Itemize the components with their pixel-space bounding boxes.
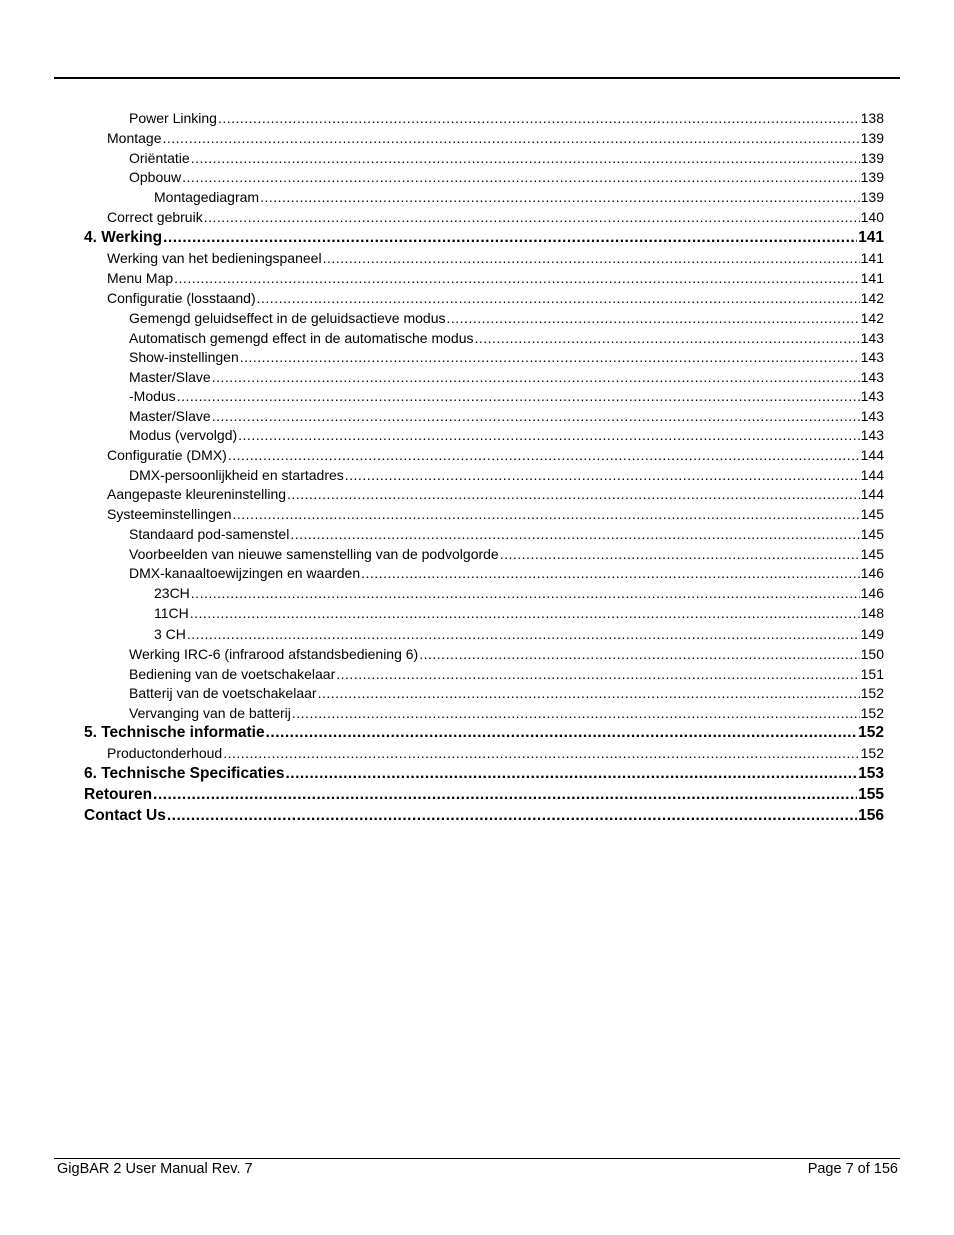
toc-entry-title: Batterij van de voetschakelaar [129, 685, 317, 701]
dot-leader [475, 330, 860, 346]
toc-entry-page: 145 [860, 506, 884, 522]
dot-leader [177, 388, 860, 404]
dot-leader [318, 685, 860, 701]
toc-entry-page: 144 [860, 486, 884, 502]
dot-leader [167, 807, 857, 825]
toc-entry[interactable] [129, 310, 884, 326]
toc-entry[interactable] [129, 150, 884, 166]
toc-entry[interactable] [154, 605, 884, 621]
toc-entry-title: 5. Technische informatie [84, 724, 265, 741]
toc-entry-title: 3 CH [154, 625, 186, 642]
toc-entry-title: Werking IRC-6 (infrarood afstandsbediening 6) [129, 646, 419, 662]
toc-entry-page: 141 [860, 250, 884, 266]
toc-entry[interactable] [84, 724, 884, 742]
dot-leader [257, 290, 860, 306]
toc-entry[interactable] [84, 229, 884, 247]
dot-leader [162, 130, 859, 146]
toc-entry[interactable] [107, 506, 884, 522]
toc-entry[interactable] [129, 427, 884, 443]
toc-entry[interactable] [129, 349, 884, 365]
toc-entry[interactable] [154, 585, 884, 601]
toc-entry[interactable] [129, 369, 884, 385]
dot-leader [500, 546, 860, 562]
toc-entry[interactable] [154, 626, 884, 642]
dot-leader [233, 506, 860, 522]
toc-entry-page: 143 [860, 349, 884, 365]
toc-entry-title: Menu Map [107, 270, 174, 286]
toc-entry-page: 142 [860, 290, 884, 306]
toc-entry-page: 151 [860, 665, 884, 682]
dot-leader [290, 526, 859, 542]
toc-entry-page: 139 [860, 188, 884, 205]
toc-entry-page: 145 [860, 526, 884, 542]
toc-entry[interactable] [129, 388, 884, 404]
dot-leader [191, 585, 860, 601]
dot-leader [287, 486, 860, 502]
toc-entry-title: 4. Werking [84, 229, 163, 246]
toc-entry-page: 146 [860, 565, 884, 581]
dot-leader [266, 724, 858, 742]
toc-entry-title: Werking van het bedieningspaneel [107, 250, 322, 266]
header-rule [54, 77, 900, 79]
toc-entry-page: 142 [860, 310, 884, 326]
dot-leader [260, 189, 860, 205]
toc-entry[interactable] [107, 745, 884, 761]
toc-entry-page: 138 [860, 110, 884, 126]
dot-leader [292, 705, 860, 721]
dot-leader [212, 408, 860, 424]
dot-leader [285, 765, 857, 783]
dot-leader [204, 209, 860, 225]
toc-entry-title: Oriëntatie [129, 149, 190, 166]
footer-page-number: Page 7 of 156 [807, 1161, 898, 1177]
toc-entry[interactable] [129, 685, 884, 701]
toc-entry-page: 139 [860, 169, 884, 185]
toc-entry-title: Montagediagram [154, 188, 260, 205]
toc-entry-title: Master/Slave [129, 407, 211, 424]
toc-entry-title: Bediening van de voetschakelaar [129, 665, 336, 682]
toc-entry-title: Standaard pod-samenstel [129, 526, 290, 542]
toc-entry[interactable] [129, 169, 884, 185]
toc-entry-title: 23CH [154, 584, 190, 601]
toc-entry[interactable] [107, 290, 884, 306]
toc-entry[interactable] [129, 408, 884, 424]
toc-entry[interactable] [107, 250, 884, 266]
toc-entry-title: Productonderhoud [107, 745, 223, 761]
toc-entry-page: 153 [858, 765, 884, 782]
dot-leader [212, 369, 860, 385]
toc-entry-title: Gemengd geluidseffect in de geluidsactieve modus [129, 310, 446, 326]
dot-leader [419, 646, 859, 662]
toc-entry[interactable] [107, 130, 884, 146]
toc-entry-page: 152 [860, 685, 884, 701]
toc-entry[interactable] [129, 666, 884, 682]
toc-entry-title: Voorbeelden van nieuwe samenstelling van de podvolgorde [129, 545, 499, 562]
toc-entry[interactable] [84, 807, 884, 825]
toc-entry[interactable] [129, 646, 884, 662]
toc-entry[interactable] [107, 447, 884, 463]
toc-entry-title: DMX-persoonlijkheid en startadres [129, 466, 344, 483]
toc-entry-title: Montage [107, 129, 162, 146]
dot-leader [163, 229, 857, 247]
toc-entry-title: Contact Us [84, 807, 166, 824]
dot-leader [153, 786, 857, 804]
dot-leader [323, 250, 860, 266]
toc-entry-title: Vervanging van de batterij [129, 704, 291, 721]
dot-leader [191, 150, 860, 166]
toc-entry-page: 144 [860, 466, 884, 483]
dot-leader [336, 666, 859, 682]
dot-leader [174, 270, 859, 286]
toc-entry[interactable] [154, 189, 884, 205]
toc-entry[interactable] [129, 705, 884, 721]
toc-entry-page: 144 [860, 446, 884, 463]
toc-entry-title: 11CH [154, 605, 189, 621]
toc-entry-page: 141 [858, 229, 884, 246]
toc-entry-page: 139 [860, 149, 884, 166]
dot-leader [447, 310, 860, 326]
toc-entry-page: 149 [860, 625, 884, 642]
toc-entry-page: 145 [860, 545, 884, 562]
toc-entry-page: 143 [860, 329, 884, 346]
toc-entry[interactable] [129, 467, 884, 483]
toc-entry[interactable] [84, 765, 884, 783]
toc-entry-title: Modus (vervolgd) [129, 427, 238, 443]
footer-document-title: GigBAR 2 User Manual Rev. 7 [57, 1161, 253, 1177]
toc-entry[interactable] [107, 486, 884, 502]
toc-entry-page: 152 [860, 745, 884, 761]
footer-rule [54, 1158, 900, 1159]
toc-entry-title: Systeeminstellingen [107, 506, 232, 522]
toc-entry-title: Power Linking [129, 110, 217, 126]
toc-entry[interactable] [129, 565, 884, 581]
toc-entry-page: 139 [860, 129, 884, 146]
toc-entry[interactable] [107, 270, 884, 286]
toc-entry[interactable] [129, 110, 884, 126]
toc-entry-page: 150 [860, 646, 884, 662]
toc-entry[interactable] [107, 209, 884, 225]
dot-leader [187, 626, 860, 642]
toc-entry-title: Correct gebruik [107, 209, 203, 225]
toc-entry-title: Aangepaste kleureninstelling [107, 486, 287, 502]
toc-entry-title: Opbouw [129, 169, 182, 185]
dot-leader [238, 427, 859, 443]
dot-leader [361, 565, 860, 581]
toc-entry-page: 156 [858, 807, 884, 824]
toc-entry-page: 155 [858, 786, 884, 803]
toc-entry-page: 140 [860, 209, 884, 225]
toc-entry-page: 143 [860, 407, 884, 424]
toc-entry-title: Configuratie (losstaand) [107, 290, 256, 306]
toc-entry[interactable] [129, 526, 884, 542]
toc-entry[interactable] [129, 330, 884, 346]
dot-leader [190, 605, 860, 621]
toc-entry-page: 146 [860, 584, 884, 601]
toc-entry-title: Master/Slave [129, 368, 211, 385]
toc-entry-page: 148 [860, 605, 884, 621]
toc-entry-title: Retouren [84, 786, 153, 803]
toc-entry-title: 6. Technische Specificaties [84, 765, 285, 782]
toc-entry-page: 152 [860, 704, 884, 721]
toc-entry[interactable] [84, 786, 884, 804]
dot-leader [240, 349, 860, 365]
dot-leader [228, 447, 860, 463]
toc-entry-page: 143 [860, 368, 884, 385]
toc-entry-page: 143 [860, 388, 884, 404]
dot-leader [345, 467, 860, 483]
toc-entry-page: 143 [860, 427, 884, 443]
toc-entry-title: Automatisch gemengd effect in de automatische modus [129, 329, 474, 346]
toc-entry-title: Configuratie (DMX) [107, 446, 227, 463]
dot-leader [218, 110, 860, 126]
toc-entry-title: Show-instellingen [129, 349, 239, 365]
toc-entry-page: 152 [858, 724, 884, 741]
toc-entry[interactable] [129, 546, 884, 562]
dot-leader [223, 745, 859, 761]
toc-entry-page: 141 [860, 270, 884, 286]
toc-entry-title: DMX-kanaaltoewijzingen en waarden [129, 565, 361, 581]
dot-leader [182, 169, 859, 185]
toc-entry-title: -Modus [129, 388, 176, 404]
